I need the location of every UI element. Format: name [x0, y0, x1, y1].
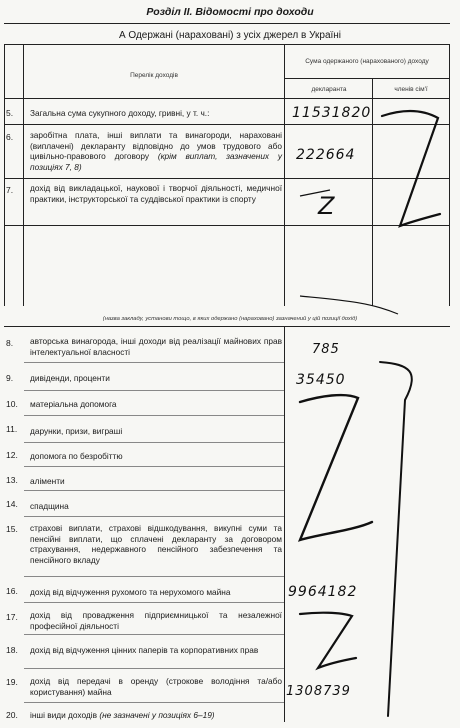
row20-text-main: інші види доходів: [30, 710, 97, 720]
row17-text: дохід від провадження підприємницької та незалежної професійної діяльності: [30, 610, 282, 631]
subsection-title: А Одержані (нараховані) з усіх джерел в Україні: [118, 30, 342, 41]
row8-declarant-amount: 785: [312, 342, 340, 357]
row9-text: дивіденди, проценти: [30, 373, 110, 383]
row16-text: дохід від відчуження рухомого та нерухомого майна: [30, 587, 231, 597]
upper-bracket-mark: [300, 296, 398, 314]
institution-note: (назва закладу, установи тощо, в яких одержано (нараховано) зазначений у цій позиції дохід): [102, 316, 358, 322]
row6-text-main: заробітна плата, інші виплати та винагороди, нараховані (виплачені) декларанту відповідно до умов трудового або цивільно-правового договору: [30, 130, 282, 161]
row18-text: дохід від відчуження цінних паперів та корпоративних прав: [30, 645, 259, 655]
header-family-col: членів сім'ї: [394, 86, 428, 93]
row16-number: 16.: [6, 586, 18, 596]
row20-text-note: (не зазначені у позиціях 6–19): [99, 710, 215, 720]
row10-text: матеріальна допомога: [30, 399, 117, 409]
row14-number: 14.: [6, 499, 18, 509]
lower-z-mark: [300, 613, 356, 668]
row5-declarant-amount: 11531820: [292, 105, 372, 121]
right-bracket-mark: [380, 362, 412, 716]
row8-text: авторська винагорода, інші доходи від реалізації майнових прав інтелектуальної власності: [30, 336, 282, 357]
row16-declarant-amount: 9964182: [288, 584, 358, 600]
row9-declarant-amount: 35450: [296, 372, 346, 388]
row14-text: спадщина: [30, 501, 69, 511]
row9-number: 9.: [6, 373, 14, 383]
header-list-col: Перелік доходів: [130, 72, 178, 79]
row5-number: 5.: [6, 108, 14, 118]
row20-number: 20.: [6, 710, 18, 720]
row7-number: 7.: [6, 185, 14, 195]
row19-text: дохід від передачі в оренду (строкове володіння та/або користування) майна: [30, 676, 282, 697]
row7-text: дохід від викладацької, наукової і творчої діяльності, медичної практики, інструкторської та суддівської практики із спорту: [30, 183, 282, 204]
row8-number: 8.: [6, 338, 14, 348]
row11-text: дарунки, призи, виграші: [30, 426, 123, 436]
row10-number: 10.: [6, 399, 18, 409]
row18-number: 18.: [6, 645, 18, 655]
row15-text: страхові виплати, страхові відшкодування, викупні суми та пенсійні виплати, що сплачені декларанту за договором страхування, недержавного пенсійного забезпечення та пенсійного вкладу: [30, 523, 282, 565]
row7-declarant-mark: Z: [318, 192, 336, 220]
header-amount-col: Сума одержаного (нарахованого) доходу: [305, 58, 429, 65]
row11-number: 11.: [6, 424, 18, 434]
row15-number: 15.: [6, 524, 18, 534]
row6-declarant-amount: 222664: [296, 147, 356, 163]
row12-text: допомога по безробіттю: [30, 451, 123, 461]
middle-z-mark: [300, 395, 372, 540]
row6-number: 6.: [6, 132, 14, 142]
row5-text: Загальна сума сукупного доходу, гривні, у т. ч.:: [30, 108, 210, 118]
row7-underline-mark: [300, 190, 330, 196]
row19-number: 19.: [6, 677, 18, 687]
row19-declarant-amount: 1308739: [286, 684, 351, 699]
row17-number: 17.: [6, 612, 18, 622]
row6-text-note: (крім виплат, зазначених у позиціях 7, 8): [30, 151, 283, 172]
header-declarant-col: декларанта: [311, 86, 347, 93]
row12-number: 12.: [6, 450, 18, 460]
family-column-z-mark: [382, 111, 440, 226]
section-title: Розділ ІІ. Відомості про доходи: [146, 6, 314, 18]
row13-number: 13.: [6, 475, 18, 485]
row13-text: аліменти: [30, 476, 65, 486]
